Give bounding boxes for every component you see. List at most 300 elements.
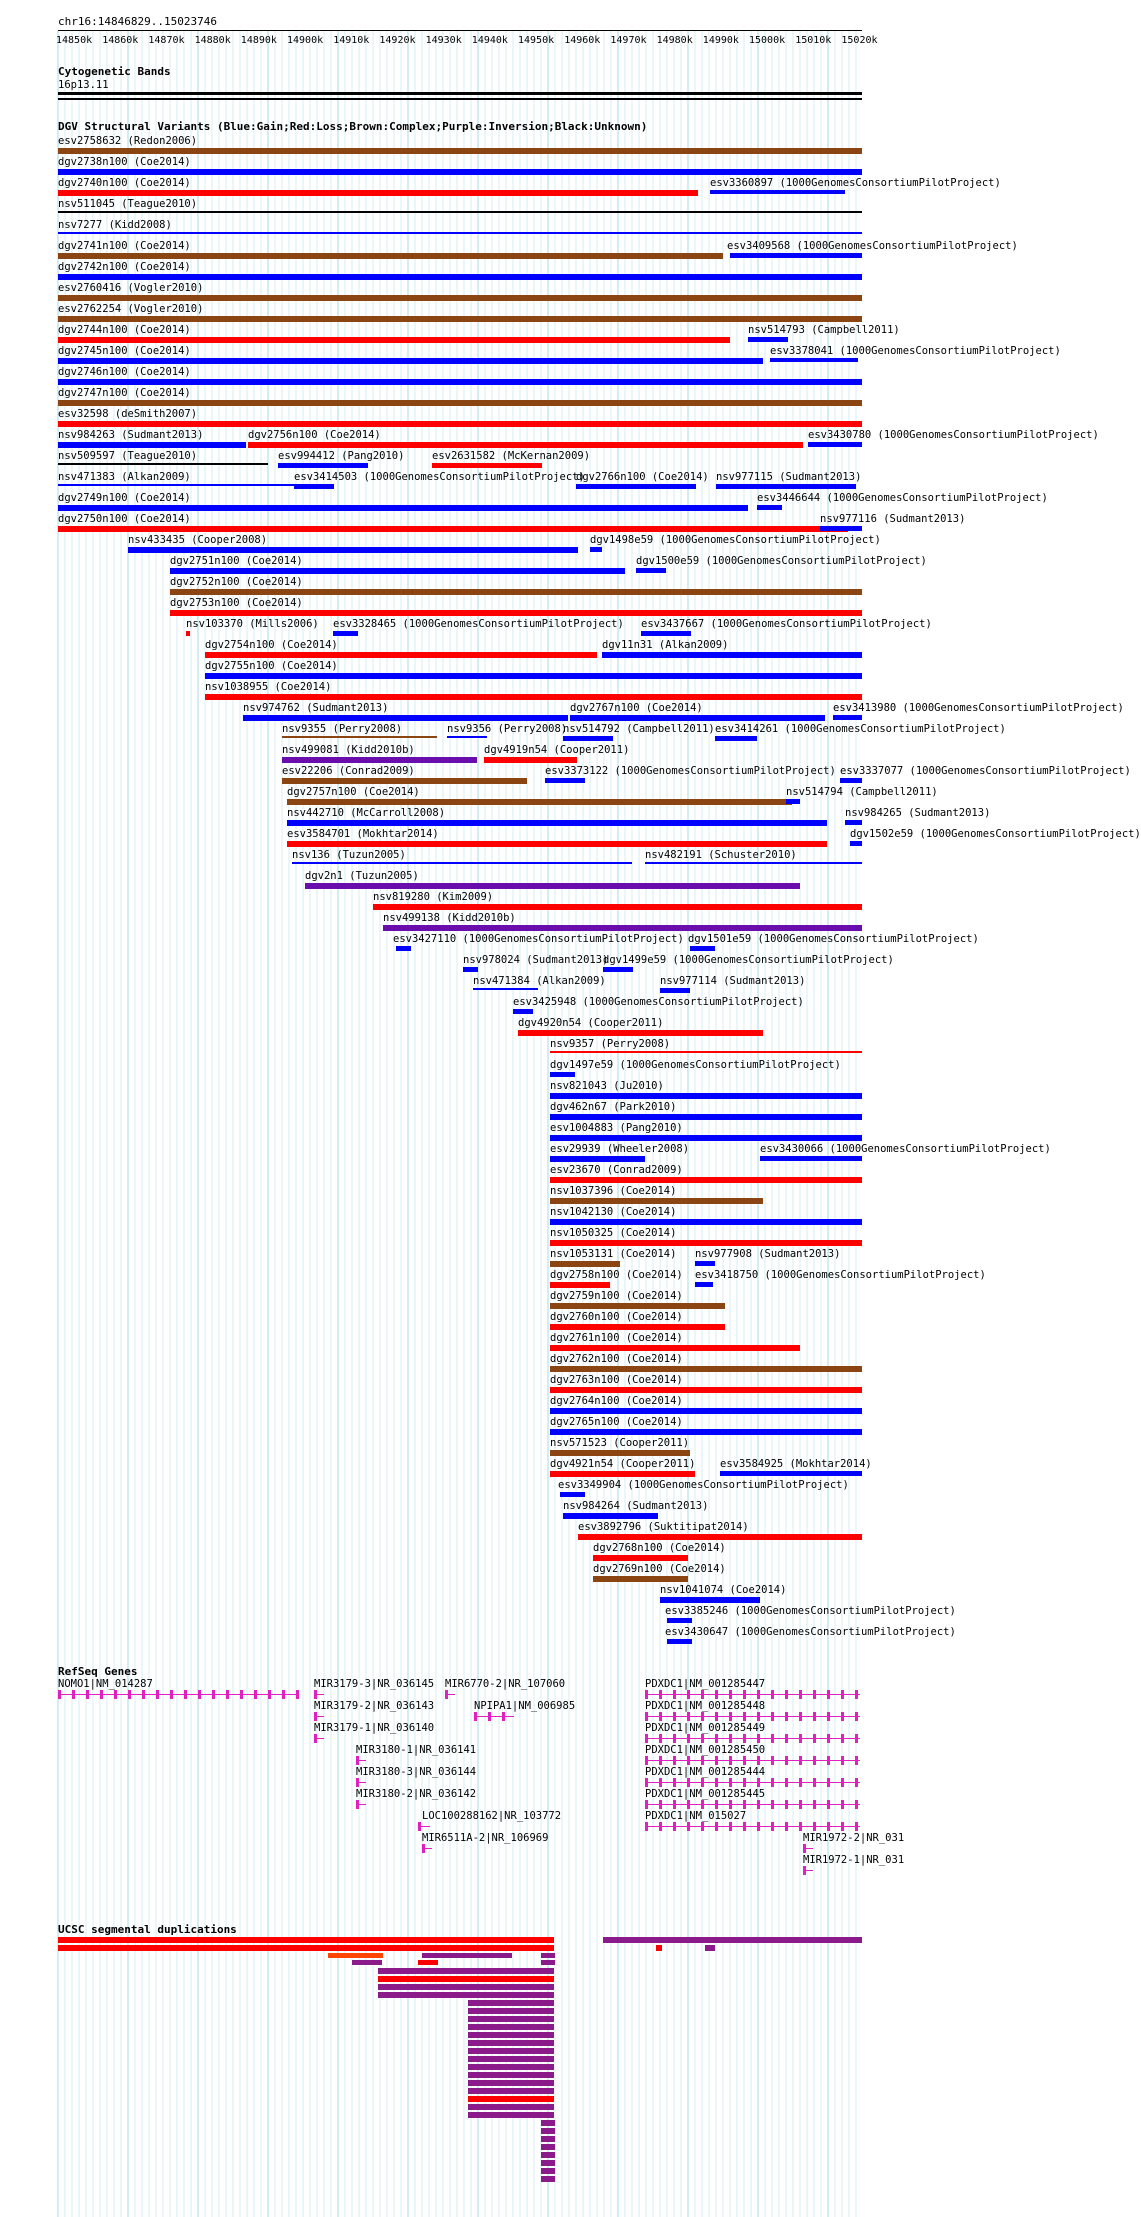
variant-label[interactable]: dgv2756n100 (Coe2014) <box>248 429 381 441</box>
variant-label[interactable]: dgv2765n100 (Coe2014) <box>550 1416 683 1428</box>
variant-label[interactable]: dgv2767n100 (Coe2014) <box>570 702 703 714</box>
variant-label[interactable]: esv3349904 (1000GenomesConsortiumPilotProject) <box>558 1479 849 1491</box>
variant-bar[interactable] <box>690 946 715 951</box>
variant-label[interactable]: dgv1498e59 (1000GenomesConsortiumPilotProject) <box>590 534 881 546</box>
gene-label[interactable]: MIR1972-2|NR_031 <box>803 1832 905 1844</box>
gene-exon <box>356 1800 359 1809</box>
gene-exon <box>729 1756 732 1765</box>
gene-exon <box>296 1690 299 1699</box>
variant-bar[interactable] <box>715 736 757 741</box>
variant-bar[interactable] <box>58 190 698 196</box>
variant-bar[interactable] <box>58 337 730 343</box>
variant-bar[interactable] <box>128 547 578 553</box>
segdup-block[interactable] <box>378 1984 554 1990</box>
variant-bar[interactable] <box>473 988 538 990</box>
gene-label[interactable]: NOMO1|NM_014287 <box>58 1678 153 1690</box>
variant-label[interactable]: nsv9356 (Perry2008) <box>447 723 568 735</box>
variant-label[interactable]: dgv2746n100 (Coe2014) <box>58 366 191 378</box>
variant-label[interactable]: esv3328465 (1000GenomesConsortiumPilotProject) <box>333 618 624 630</box>
variant-bar[interactable] <box>593 1576 688 1582</box>
gene-label[interactable]: LOC100288162|NR_103772 <box>422 1810 562 1822</box>
variant-bar[interactable] <box>590 547 602 552</box>
variant-label[interactable]: nsv1042130 (Coe2014) <box>550 1206 677 1218</box>
gene-label[interactable]: MIR3180-1|NR_036141 <box>356 1744 477 1756</box>
variant-bar[interactable] <box>667 1618 692 1623</box>
variant-bar[interactable] <box>593 1555 688 1561</box>
variant-bar[interactable] <box>58 442 246 448</box>
variant-label[interactable]: esv3337077 (1000GenomesConsortiumPilotProject) <box>840 765 1131 777</box>
variant-label[interactable]: dgv11n31 (Alkan2009) <box>602 639 729 651</box>
variant-bar[interactable] <box>305 883 800 889</box>
variant-label[interactable]: dgv2757n100 (Coe2014) <box>287 786 420 798</box>
variant-label[interactable]: nsv977908 (Sudmant2013) <box>695 1248 841 1260</box>
variant-label[interactable]: nsv9357 (Perry2008) <box>550 1038 671 1050</box>
variant-bar[interactable] <box>287 841 827 847</box>
variant-bar[interactable] <box>550 1219 862 1225</box>
variant-bar[interactable] <box>58 295 862 301</box>
segdup-block[interactable] <box>541 2120 555 2126</box>
variant-label[interactable]: esv3413980 (1000GenomesConsortiumPilotProject) <box>833 702 1124 714</box>
variant-label[interactable]: dgv4920n54 (Cooper2011) <box>518 1017 664 1029</box>
variant-label[interactable]: nsv1038955 (Coe2014) <box>205 681 332 693</box>
variant-label[interactable]: nsv471383 (Alkan2009) <box>58 471 191 483</box>
variant-bar[interactable] <box>484 757 577 763</box>
variant-label[interactable]: nsv977116 (Sudmant2013) <box>820 513 966 525</box>
segdup-block[interactable] <box>328 1953 383 1958</box>
variant-bar[interactable] <box>58 211 862 213</box>
variant-label[interactable]: dgv2764n100 (Coe2014) <box>550 1395 683 1407</box>
variant-bar[interactable] <box>770 358 858 362</box>
gene-exon <box>813 1734 816 1743</box>
variant-bar[interactable] <box>550 1408 862 1414</box>
variant-label[interactable]: dgv2750n100 (Coe2014) <box>58 513 191 525</box>
variant-bar[interactable] <box>292 862 632 864</box>
variant-bar[interactable] <box>563 736 613 741</box>
variant-label[interactable]: dgv2763n100 (Coe2014) <box>550 1374 683 1386</box>
variant-bar[interactable] <box>205 652 597 658</box>
variant-bar[interactable] <box>58 505 748 511</box>
variant-label[interactable]: nsv571523 (Cooper2011) <box>550 1437 690 1449</box>
segdup-block[interactable] <box>468 2048 554 2054</box>
variant-bar[interactable] <box>186 631 190 636</box>
variant-bar[interactable] <box>820 526 862 531</box>
variant-bar[interactable] <box>432 463 542 468</box>
variant-label[interactable]: esv3430647 (1000GenomesConsortiumPilotProject) <box>665 1626 956 1638</box>
variant-label[interactable]: esv2631582 (McKernan2009) <box>432 450 591 462</box>
gene-exon <box>799 1756 802 1765</box>
variant-label[interactable]: nsv819280 (Kim2009) <box>373 891 494 903</box>
variant-bar[interactable] <box>58 463 268 465</box>
segdup-block[interactable] <box>468 2040 554 2046</box>
variant-bar[interactable] <box>560 1492 585 1497</box>
variant-label[interactable]: esv3409568 (1000GenomesConsortiumPilotProject) <box>727 240 1018 252</box>
segdup-block[interactable] <box>541 2168 555 2174</box>
gene-exon <box>757 1712 760 1721</box>
variant-label[interactable]: dgv2745n100 (Coe2014) <box>58 345 191 357</box>
variant-label[interactable]: nsv103370 (Mills2006) <box>186 618 319 630</box>
variant-bar[interactable] <box>645 862 862 864</box>
variant-label[interactable]: esv2762254 (Vogler2010) <box>58 303 204 315</box>
variant-label[interactable]: nsv499138 (Kidd2010b) <box>383 912 516 924</box>
variant-label[interactable]: nsv984265 (Sudmant2013) <box>845 807 991 819</box>
ruler-tick-label: 14920k <box>379 35 416 46</box>
variant-label[interactable]: esv3373122 (1000GenomesConsortiumPilotProject) <box>545 765 836 777</box>
gene-label[interactable]: MIR6511A-2|NR_106969 <box>422 1832 549 1844</box>
variant-bar[interactable] <box>58 232 862 234</box>
variant-label[interactable]: dgv2740n100 (Coe2014) <box>58 177 191 189</box>
segdup-block[interactable] <box>352 1960 382 1965</box>
variant-label[interactable]: esv3584701 (Mokhtar2014) <box>287 828 439 840</box>
variant-label[interactable]: nsv509597 (Teague2010) <box>58 450 198 462</box>
variant-bar[interactable] <box>550 1345 800 1351</box>
variant-label[interactable]: dgv2751n100 (Coe2014) <box>170 555 303 567</box>
variant-bar[interactable] <box>550 1072 575 1077</box>
variant-bar[interactable] <box>447 736 487 738</box>
variant-bar[interactable] <box>58 148 862 154</box>
variant-bar[interactable] <box>550 1366 862 1372</box>
variant-label[interactable]: nsv514792 (Campbell2011) <box>563 723 715 735</box>
variant-label[interactable]: dgv1502e59 (1000GenomesConsortiumPilotProject) <box>850 828 1141 840</box>
variant-label[interactable]: esv1004883 (Pang2010) <box>550 1122 683 1134</box>
variant-label[interactable]: nsv433435 (Cooper2008) <box>128 534 268 546</box>
variant-bar[interactable] <box>287 820 827 826</box>
variant-label[interactable]: nsv514794 (Campbell2011) <box>786 786 938 798</box>
variant-bar[interactable] <box>58 526 848 532</box>
variant-label[interactable]: dgv2769n100 (Coe2014) <box>593 1563 726 1575</box>
variant-bar[interactable] <box>602 652 862 658</box>
variant-label[interactable]: esv22206 (Conrad2009) <box>282 765 415 777</box>
segdup-block[interactable] <box>58 1945 554 1951</box>
variant-label[interactable]: nsv1037396 (Coe2014) <box>550 1185 677 1197</box>
ruler-tick-label: 15010k <box>795 35 832 46</box>
variant-label[interactable]: esv3418750 (1000GenomesConsortiumPilotProject) <box>695 1269 986 1281</box>
gene-exon <box>799 1822 802 1831</box>
gene-label[interactable]: MIR3180-3|NR_036144 <box>356 1766 477 1778</box>
variant-label[interactable]: nsv1041074 (Coe2014) <box>660 1584 787 1596</box>
variant-bar[interactable] <box>550 1198 763 1204</box>
variant-label[interactable]: dgv2768n100 (Coe2014) <box>593 1542 726 1554</box>
segdup-block[interactable] <box>705 1945 715 1951</box>
variant-bar[interactable] <box>550 1261 620 1267</box>
variant-bar[interactable] <box>760 1156 862 1161</box>
segdup-block[interactable] <box>541 2136 555 2142</box>
variant-bar[interactable] <box>58 400 862 406</box>
variant-bar[interactable] <box>248 442 803 448</box>
variant-bar[interactable] <box>58 379 862 385</box>
variant-bar[interactable] <box>58 253 723 259</box>
variant-bar[interactable] <box>550 1303 725 1309</box>
variant-bar[interactable] <box>730 253 862 258</box>
gene-exon <box>715 1734 718 1743</box>
variant-label[interactable]: nsv9355 (Perry2008) <box>282 723 403 735</box>
variant-label[interactable]: dgv2761n100 (Coe2014) <box>550 1332 683 1344</box>
variant-label[interactable]: esv3584925 (Mokhtar2014) <box>720 1458 872 1470</box>
variant-label[interactable]: nsv821043 (Ju2010) <box>550 1080 664 1092</box>
segdup-block[interactable] <box>468 2072 554 2078</box>
gene-label[interactable]: PDXDC1|NM_001285449 <box>645 1722 766 1734</box>
variant-bar[interactable] <box>603 967 633 972</box>
variant-bar[interactable] <box>550 1093 862 1099</box>
variant-bar[interactable] <box>850 841 862 846</box>
gene-exon <box>771 1800 774 1809</box>
gene-label[interactable]: MIR3179-3|NR_036145 <box>314 1678 435 1690</box>
gene-label[interactable]: PDXDC1|NM_001285447 <box>645 1678 766 1690</box>
segdup-block[interactable] <box>603 1937 862 1943</box>
variant-label[interactable]: esv32598 (deSmith2007) <box>58 408 198 420</box>
variant-label[interactable]: dgv2753n100 (Coe2014) <box>170 597 303 609</box>
gene-label[interactable]: MIR3180-2|NR_036142 <box>356 1788 477 1800</box>
variant-label[interactable]: nsv984264 (Sudmant2013) <box>563 1500 709 1512</box>
gene-intron-line[interactable] <box>474 1716 514 1717</box>
variant-bar[interactable] <box>287 799 792 805</box>
variant-label[interactable]: nsv471384 (Alkan2009) <box>473 975 606 987</box>
variant-label[interactable]: nsv482191 (Schuster2010) <box>645 849 797 861</box>
variant-bar[interactable] <box>578 1534 862 1540</box>
variant-bar[interactable] <box>170 589 862 595</box>
variant-bar[interactable] <box>518 1030 763 1036</box>
gene-exon <box>743 1822 746 1831</box>
variant-bar[interactable] <box>278 463 368 468</box>
variant-label[interactable]: nsv977115 (Sudmant2013) <box>716 471 862 483</box>
segdup-block[interactable] <box>468 2088 554 2094</box>
variant-label[interactable]: esv3360897 (1000GenomesConsortiumPilotProject) <box>710 177 1001 189</box>
segdup-block[interactable] <box>468 2024 554 2030</box>
gene-label[interactable]: PDXDC1|NM_001285448 <box>645 1700 766 1712</box>
segdup-block[interactable] <box>468 2104 554 2110</box>
segdup-block[interactable] <box>378 1992 554 1998</box>
segdup-block[interactable] <box>58 1937 554 1943</box>
segdup-block[interactable] <box>422 1953 512 1958</box>
segdup-block[interactable] <box>468 2008 554 2014</box>
variant-label[interactable]: dgv2738n100 (Coe2014) <box>58 156 191 168</box>
variant-bar[interactable] <box>550 1387 862 1393</box>
segdup-block[interactable] <box>468 2080 554 2086</box>
ruler-tick-label: 15000k <box>749 35 786 46</box>
variant-bar[interactable] <box>170 568 625 574</box>
variant-label[interactable]: dgv2742n100 (Coe2014) <box>58 261 191 273</box>
variant-bar[interactable] <box>840 778 862 783</box>
ruler-tick-label: 14980k <box>656 35 693 46</box>
variant-bar[interactable] <box>383 925 862 931</box>
segdup-block[interactable] <box>541 2160 555 2166</box>
segdup-block[interactable] <box>468 2032 554 2038</box>
gene-label[interactable]: PDXDC1|NM_001285450 <box>645 1744 766 1756</box>
variant-label[interactable]: esv23670 (Conrad2009) <box>550 1164 683 1176</box>
variant-label[interactable]: dgv2754n100 (Coe2014) <box>205 639 338 651</box>
variant-label[interactable]: nsv442710 (McCarroll2008) <box>287 807 446 819</box>
gene-label[interactable]: PDXDC1|NM_001285444 <box>645 1766 766 1778</box>
gene-exon <box>813 1756 816 1765</box>
variant-bar[interactable] <box>550 1156 645 1162</box>
variant-bar[interactable] <box>660 988 690 993</box>
gene-exon <box>827 1712 830 1721</box>
variant-label[interactable]: dgv4919n54 (Cooper2011) <box>484 744 630 756</box>
gene-exon <box>771 1756 774 1765</box>
variant-bar[interactable] <box>550 1324 725 1330</box>
variant-label[interactable]: dgv2747n100 (Coe2014) <box>58 387 191 399</box>
variant-label[interactable]: dgv2759n100 (Coe2014) <box>550 1290 683 1302</box>
variant-label[interactable]: esv2760416 (Vogler2010) <box>58 282 204 294</box>
gene-exon <box>841 1712 844 1721</box>
variant-label[interactable]: esv3385246 (1000GenomesConsortiumPilotProject) <box>665 1605 956 1617</box>
segdup-block[interactable] <box>378 1976 554 1982</box>
variant-label[interactable]: dgv1500e59 (1000GenomesConsortiumPilotProject) <box>636 555 927 567</box>
variant-label[interactable]: esv3414261 (1000GenomesConsortiumPilotProject) <box>715 723 1006 735</box>
variant-bar[interactable] <box>282 778 527 784</box>
variant-bar[interactable] <box>333 631 358 636</box>
variant-bar[interactable] <box>550 1051 862 1053</box>
variant-label[interactable]: dgv2752n100 (Coe2014) <box>170 576 303 588</box>
variant-label[interactable]: esv3437667 (1000GenomesConsortiumPilotProject) <box>641 618 932 630</box>
gene-label[interactable]: MIR1972-1|NR_031 <box>803 1854 905 1866</box>
variant-bar[interactable] <box>243 715 568 721</box>
variant-label[interactable]: dgv1501e59 (1000GenomesConsortiumPilotProject) <box>688 933 979 945</box>
variant-bar[interactable] <box>550 1282 610 1288</box>
segdup-block[interactable] <box>468 2064 554 2070</box>
segdup-block[interactable] <box>468 2112 554 2118</box>
variant-bar[interactable] <box>757 505 782 510</box>
variant-bar[interactable] <box>205 694 862 700</box>
variant-bar[interactable] <box>58 421 862 427</box>
variant-bar[interactable] <box>576 484 696 489</box>
variant-bar[interactable] <box>550 1450 690 1456</box>
segdup-block[interactable] <box>656 1945 662 1951</box>
variant-label[interactable]: esv3446644 (1000GenomesConsortiumPilotProject) <box>757 492 1048 504</box>
variant-bar[interactable] <box>550 1135 862 1141</box>
variant-label[interactable]: nsv984263 (Sudmant2013) <box>58 429 204 441</box>
variant-label[interactable]: nsv511045 (Teague2010) <box>58 198 198 210</box>
variant-bar[interactable] <box>695 1282 713 1287</box>
variant-bar[interactable] <box>396 946 411 951</box>
segdup-block[interactable] <box>541 2152 555 2158</box>
variant-label[interactable]: esv2758632 (Redon2006) <box>58 135 198 147</box>
variant-bar[interactable] <box>833 715 862 720</box>
variant-label[interactable]: dgv2741n100 (Coe2014) <box>58 240 191 252</box>
variant-bar[interactable] <box>667 1639 692 1644</box>
variant-bar[interactable] <box>550 1429 862 1435</box>
gene-label[interactable]: PDXDC1|NM_001285445 <box>645 1788 766 1800</box>
variant-bar[interactable] <box>463 967 478 972</box>
variant-bar[interactable] <box>58 358 763 364</box>
variant-bar[interactable] <box>786 799 800 804</box>
variant-label[interactable]: esv3430066 (1000GenomesConsortiumPilotProject) <box>760 1143 1051 1155</box>
variant-bar[interactable] <box>58 169 862 175</box>
variant-label[interactable]: nsv499081 (Kidd2010b) <box>282 744 415 756</box>
variant-bar[interactable] <box>550 1114 862 1120</box>
variant-bar[interactable] <box>845 820 862 825</box>
variant-bar[interactable] <box>170 610 862 616</box>
variant-label[interactable]: dgv2749n100 (Coe2014) <box>58 492 191 504</box>
segdup-block[interactable] <box>541 1953 555 1958</box>
segdup-block[interactable] <box>541 2128 555 2134</box>
gene-label[interactable]: MIR3179-1|NR_036140 <box>314 1722 435 1734</box>
variant-bar[interactable] <box>636 568 666 573</box>
variant-bar[interactable] <box>660 1597 760 1603</box>
variant-bar[interactable] <box>808 442 862 447</box>
variant-label[interactable]: esv3378041 (1000GenomesConsortiumPilotProject) <box>770 345 1061 357</box>
variant-label[interactable]: dgv2766n100 (Coe2014) <box>576 471 709 483</box>
variant-label[interactable]: nsv977114 (Sudmant2013) <box>660 975 806 987</box>
segdup-block[interactable] <box>541 1960 555 1965</box>
variant-bar[interactable] <box>641 631 691 636</box>
gene-exon <box>785 1778 788 1787</box>
segdup-block[interactable] <box>541 2144 555 2150</box>
variant-label[interactable]: nsv7277 (Kidd2008) <box>58 219 172 231</box>
variant-label[interactable]: dgv1499e59 (1000GenomesConsortiumPilotProject) <box>603 954 894 966</box>
variant-label[interactable]: esv3425948 (1000GenomesConsortiumPilotProject) <box>513 996 804 1008</box>
segdup-block[interactable] <box>468 2016 554 2022</box>
segdup-block[interactable] <box>418 1960 438 1965</box>
variant-label[interactable]: dgv2n1 (Tuzun2005) <box>305 870 419 882</box>
gene-exon <box>729 1712 732 1721</box>
variant-bar[interactable] <box>716 484 856 489</box>
variant-bar[interactable] <box>563 1513 658 1519</box>
variant-bar[interactable] <box>570 715 825 721</box>
variant-bar[interactable] <box>550 1471 695 1477</box>
gene-label[interactable]: PDXDC1|NM_015027 <box>645 1810 747 1822</box>
variant-label[interactable]: nsv978024 (Sudmant2013) <box>463 954 609 966</box>
variant-label[interactable]: dgv2760n100 (Coe2014) <box>550 1311 683 1323</box>
variant-bar[interactable] <box>205 673 862 679</box>
variant-bar[interactable] <box>282 757 477 763</box>
variant-label[interactable]: dgv1497e59 (1000GenomesConsortiumPilotProject) <box>550 1059 841 1071</box>
segdup-block[interactable] <box>468 2000 554 2006</box>
variant-bar[interactable] <box>373 904 862 910</box>
variant-bar[interactable] <box>550 1177 862 1183</box>
variant-label[interactable]: esv994412 (Pang2010) <box>278 450 405 462</box>
variant-label[interactable]: esv3430780 (1000GenomesConsortiumPilotProject) <box>808 429 1099 441</box>
variant-label[interactable]: dgv2762n100 (Coe2014) <box>550 1353 683 1365</box>
variant-label[interactable]: esv3414503 (1000GenomesConsortiumPilotProject) <box>294 471 585 483</box>
variant-bar[interactable] <box>513 1009 533 1014</box>
variant-label[interactable]: dgv462n67 (Park2010) <box>550 1101 677 1113</box>
variant-bar[interactable] <box>58 274 862 280</box>
variant-bar[interactable] <box>282 736 437 738</box>
variant-bar[interactable] <box>695 1261 715 1266</box>
variant-label[interactable]: nsv1050325 (Coe2014) <box>550 1227 677 1239</box>
variant-label[interactable]: nsv974762 (Sudmant2013) <box>243 702 389 714</box>
variant-label[interactable]: dgv4921n54 (Cooper2011) <box>550 1458 696 1470</box>
segdup-block[interactable] <box>378 1968 554 1974</box>
variant-label[interactable]: esv29939 (Wheeler2008) <box>550 1143 690 1155</box>
segdup-block[interactable] <box>468 2056 554 2062</box>
variant-bar[interactable] <box>710 190 845 194</box>
gene-label[interactable]: MIR6770-2|NR_107060 <box>445 1678 566 1690</box>
gene-exon <box>474 1712 477 1721</box>
variant-bar[interactable] <box>545 778 585 783</box>
segdup-block[interactable] <box>541 2176 555 2182</box>
variant-label[interactable]: esv3427110 (1000GenomesConsortiumPilotProject) <box>393 933 684 945</box>
variant-bar[interactable] <box>720 1471 862 1476</box>
gene-exon <box>827 1734 830 1743</box>
variant-label[interactable]: nsv136 (Tuzun2005) <box>292 849 406 861</box>
variant-bar[interactable] <box>58 484 303 486</box>
variant-label[interactable]: nsv514793 (Campbell2011) <box>748 324 900 336</box>
gene-label[interactable]: MIR3179-2|NR_036143 <box>314 1700 435 1712</box>
variant-bar[interactable] <box>294 484 334 489</box>
segdup-block[interactable] <box>468 2096 554 2102</box>
variant-bar[interactable] <box>58 316 862 322</box>
gene-label[interactable]: NPIPA1|NM_006985 <box>474 1700 576 1712</box>
variant-label[interactable]: dgv2758n100 (Coe2014) <box>550 1269 683 1281</box>
variant-label[interactable]: esv3892796 (Suktitipat2014) <box>578 1521 749 1533</box>
gene-intron-line[interactable] <box>58 1694 298 1695</box>
variant-bar[interactable] <box>748 337 788 342</box>
variant-bar[interactable] <box>550 1240 862 1246</box>
variant-label[interactable]: nsv1053131 (Coe2014) <box>550 1248 677 1260</box>
variant-label[interactable]: dgv2744n100 (Coe2014) <box>58 324 191 336</box>
variant-label[interactable]: dgv2755n100 (Coe2014) <box>205 660 338 672</box>
